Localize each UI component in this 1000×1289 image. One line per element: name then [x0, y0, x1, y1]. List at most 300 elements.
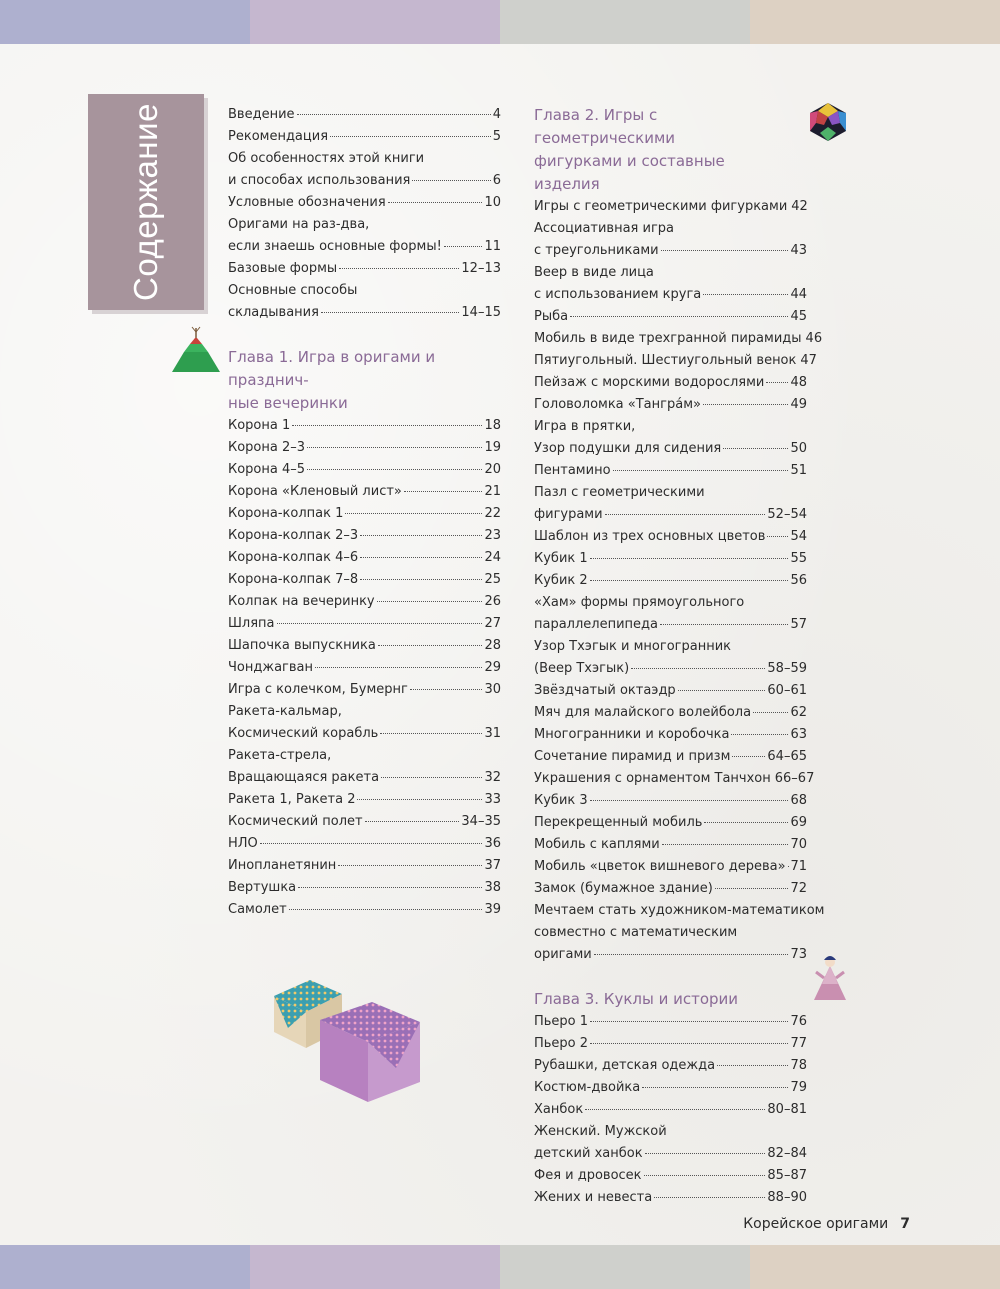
- toc-entry[interactable]: [534, 636, 807, 680]
- toc-page-number: 29: [484, 660, 501, 675]
- toc-entry-title: Вращающаяся ракета: [228, 770, 380, 785]
- toc-entry-title: Пьеро 2: [534, 1036, 589, 1051]
- toc-entry-line: [534, 284, 807, 306]
- toc-entry[interactable]: [228, 481, 501, 503]
- toc-entry[interactable]: [228, 280, 501, 324]
- toc-entry-line: [228, 613, 501, 635]
- dot-leader: [613, 470, 789, 471]
- chapter-title-line: Глава 3. Куклы и истории: [534, 990, 739, 1008]
- toc-entry[interactable]: [534, 1077, 807, 1099]
- toc-entry[interactable]: [534, 1165, 807, 1187]
- dot-leader: [715, 888, 789, 889]
- toc-entry-line: [228, 415, 501, 437]
- strip-segment: [250, 1245, 500, 1289]
- toc-entry-title: Рыба: [534, 309, 569, 324]
- toc-page-number: 58–59: [767, 661, 807, 676]
- toc-entry-title: Игры с геометрическими фигурками: [534, 199, 788, 214]
- toc-entry[interactable]: [228, 855, 501, 877]
- toc-page-number: 10: [484, 195, 501, 210]
- dot-leader: [704, 822, 788, 823]
- dot-leader: [315, 667, 482, 668]
- toc-entry-line: [534, 724, 807, 746]
- toc-entry-line: [534, 614, 807, 636]
- toc-page-number: 54: [790, 529, 807, 544]
- toc-entry-title: Введение: [228, 107, 295, 122]
- toc-entry[interactable]: [228, 437, 501, 459]
- toc-page-number: 14–15: [461, 305, 501, 320]
- toc-entry[interactable]: [228, 591, 501, 613]
- toc-entry-line: [228, 503, 501, 525]
- dot-leader: [339, 268, 459, 269]
- dot-leader: [645, 1153, 766, 1154]
- toc-entry-line: [228, 258, 501, 280]
- toc-entry[interactable]: [534, 592, 807, 636]
- toc-entry-title: Инопланетянин: [228, 858, 337, 873]
- toc-entry-title: Пентамино: [534, 463, 611, 478]
- dot-leader: [410, 689, 483, 690]
- toc-entry[interactable]: [534, 350, 817, 372]
- dot-leader: [357, 799, 482, 800]
- toc-entry-line: [534, 570, 807, 592]
- page-number: 7: [900, 1216, 910, 1232]
- toc-entry-title: с треугольниками: [534, 243, 659, 258]
- toc-entry-title: Корона «Кленовый лист»: [228, 484, 402, 499]
- chapter-2-list: [534, 196, 825, 966]
- toc-entry[interactable]: [228, 877, 501, 899]
- toc-entry-title: Рекомендация: [228, 129, 329, 144]
- toc-entry-line: [534, 350, 817, 372]
- dot-leader: [590, 800, 789, 801]
- contents-title-block: [88, 94, 204, 310]
- toc-entry-line: [228, 789, 501, 811]
- toc-page-number: 71: [790, 859, 807, 874]
- toc-entry[interactable]: [534, 746, 807, 768]
- toc-entry[interactable]: [534, 218, 807, 262]
- toc-entry-title: Мобиль с каплями: [534, 837, 660, 852]
- toc-entry-title: Корона-колпак 2–3: [228, 528, 359, 543]
- toc-page-number: 69: [790, 815, 807, 830]
- toc-entry-title: Базовые формы: [228, 261, 338, 276]
- dot-leader: [404, 491, 483, 492]
- toc-entry[interactable]: [534, 1121, 807, 1165]
- dot-leader: [661, 250, 789, 251]
- dot-leader: [380, 733, 482, 734]
- chapter-title-line: фигурками и составные изделия: [534, 152, 725, 193]
- toc-page-number: 22: [484, 506, 501, 521]
- dot-leader: [307, 469, 482, 470]
- toc-entry-line: [228, 280, 501, 302]
- toc-entry-title: Шаблон из трех основных цветов: [534, 529, 766, 544]
- toc-entry[interactable]: [534, 328, 823, 350]
- toc-entry-title: Игра с колечком, Бумернг: [228, 682, 408, 697]
- dot-leader: [766, 382, 788, 383]
- toc-entry[interactable]: [228, 701, 501, 745]
- dot-leader: [570, 316, 788, 317]
- toc-entry-line: [534, 372, 807, 394]
- dot-leader: [412, 180, 490, 181]
- dot-leader: [631, 668, 765, 669]
- dot-leader: [642, 1087, 788, 1088]
- toc-entry-title: Колпак на вечеринку: [228, 594, 375, 609]
- toc-entry-title: Об особенностях этой книги: [228, 151, 425, 166]
- dot-leader: [378, 645, 483, 646]
- toc-entry-title: детский ханбок: [534, 1146, 643, 1161]
- toc-page-number: 38: [484, 880, 501, 895]
- toc-entry[interactable]: [534, 1099, 807, 1121]
- toc-entry-line: [534, 878, 807, 900]
- toc-entry-line: [534, 306, 807, 328]
- toc-page-number: 36: [484, 836, 501, 851]
- dot-leader: [723, 448, 788, 449]
- toc-entry[interactable]: [228, 525, 501, 547]
- toc-entry-line: [534, 790, 807, 812]
- toc-page-number: 77: [790, 1036, 807, 1051]
- toc-entry[interactable]: [534, 394, 807, 416]
- toc-entry[interactable]: [534, 680, 807, 702]
- toc-entry-line: [534, 1099, 807, 1121]
- toc-page-number: 57: [790, 617, 807, 632]
- toc-entry[interactable]: [228, 104, 501, 126]
- toc-entry-line: [534, 812, 807, 834]
- toc-entry-line: [534, 1055, 807, 1077]
- toc-entry-title: фигурами: [534, 507, 603, 522]
- chapter-3-title: [534, 988, 807, 1011]
- toc-entry[interactable]: [228, 547, 501, 569]
- toc-entry-line: [228, 635, 501, 657]
- toc-entry-line: [534, 526, 807, 548]
- toc-entry-line: [228, 148, 501, 170]
- dot-leader: [260, 843, 483, 844]
- toc-page-number: 6: [492, 173, 501, 188]
- toc-entry[interactable]: [228, 569, 501, 591]
- toc-entry[interactable]: [534, 460, 807, 482]
- toc-entry[interactable]: [534, 416, 807, 460]
- toc-page-number: 43: [790, 243, 807, 258]
- toc-entry[interactable]: [228, 679, 501, 701]
- toc-entry[interactable]: [534, 482, 807, 526]
- toc-page-number: 47: [800, 353, 817, 368]
- dot-leader: [377, 601, 483, 602]
- toc-page-number: 66–67: [774, 771, 815, 786]
- toc-entry-title: Основные способы: [228, 283, 358, 298]
- toc-entry-line: [534, 922, 807, 944]
- toc-entry-title: оригами: [534, 947, 592, 962]
- dot-leader: [703, 294, 788, 295]
- strip-segment: [750, 0, 1000, 44]
- chapter-title-line: ные вечеринки: [228, 394, 348, 412]
- toc-page-number: 79: [790, 1080, 807, 1095]
- toc-page-number: 82–84: [767, 1146, 807, 1161]
- chapter-title-line: Глава 1. Игра в оригами и празднич-: [228, 348, 436, 389]
- toc-entry-line: [228, 657, 501, 679]
- toc-page-number: 28: [484, 638, 501, 653]
- toc-page-number: 63: [790, 727, 807, 742]
- toc-entry-title: Самолет: [228, 902, 287, 917]
- intro-list: [228, 104, 501, 324]
- toc-entry-line: [534, 636, 807, 658]
- strip-segment: [0, 0, 250, 44]
- toc-entry-title: параллелепипеда: [534, 617, 659, 632]
- toc-page-number: 24: [484, 550, 501, 565]
- chapter-1-title: [228, 346, 501, 415]
- toc-entry-title: Пятиугольный. Шестиугольный венок: [534, 353, 797, 368]
- toc-page-number: 32: [484, 770, 501, 785]
- toc-page-number: 72: [790, 881, 807, 896]
- toc-page-number: 26: [484, 594, 501, 609]
- toc-entry-title: Вертушка: [228, 880, 297, 895]
- dot-leader: [277, 623, 483, 624]
- toc-entry-line: [228, 547, 501, 569]
- toc-entry-title: Мечтаем стать художником-математиком: [534, 903, 825, 918]
- toc-entry-line: [228, 833, 501, 855]
- toc-entry[interactable]: [534, 262, 807, 306]
- toc-entry[interactable]: [534, 900, 825, 966]
- toc-entry[interactable]: [534, 724, 807, 746]
- toc-entry[interactable]: [534, 768, 815, 790]
- chapter-2-title: [534, 104, 779, 196]
- dot-leader: [654, 1197, 765, 1198]
- toc-page-number: 31: [484, 726, 501, 741]
- dot-leader: [703, 404, 789, 405]
- dot-leader: [585, 1109, 765, 1110]
- toc-entry-title: Ассоциативная игра: [534, 221, 675, 236]
- toc-entry-title: с использованием круга: [534, 287, 702, 302]
- dot-leader: [767, 536, 788, 537]
- dot-leader: [360, 557, 482, 558]
- toc-entry[interactable]: [534, 834, 807, 856]
- toc-page-number: 44: [790, 287, 807, 302]
- toc-entry-line: [228, 855, 501, 877]
- toc-entry[interactable]: [534, 878, 807, 900]
- toc-entry[interactable]: [228, 657, 501, 679]
- toc-entry[interactable]: [228, 459, 501, 481]
- strip-segment: [250, 0, 500, 44]
- toc-page-number: 30: [484, 682, 501, 697]
- toc-page-number: 27: [484, 616, 501, 631]
- toc-entry-line: [228, 745, 501, 767]
- toc-entry[interactable]: [228, 126, 501, 148]
- dot-leader: [678, 690, 766, 691]
- dot-leader: [644, 1175, 766, 1176]
- toc-entry-title: Кубик 1: [534, 551, 588, 566]
- toc-entry-title: Замок (бумажное здание): [534, 881, 713, 896]
- page-footer: [743, 1216, 910, 1232]
- toc-entry-line: [228, 481, 501, 503]
- top-color-strip: [0, 0, 1000, 44]
- toc-entry-line: [228, 569, 501, 591]
- toc-page-number: 33: [484, 792, 501, 807]
- toc-page-number: 55: [790, 551, 807, 566]
- toc-entry[interactable]: [534, 856, 807, 878]
- toc-entry-line: [534, 460, 807, 482]
- mountain-icon: [170, 326, 222, 376]
- toc-entry[interactable]: [534, 1187, 807, 1209]
- toc-entry[interactable]: [534, 1033, 807, 1055]
- toc-entry[interactable]: [228, 811, 501, 833]
- toc-entry-line: [228, 214, 501, 236]
- toc-page-number: 45: [790, 309, 807, 324]
- toc-entry-title: Корона 1: [228, 418, 291, 433]
- toc-entry[interactable]: [228, 635, 501, 657]
- toc-page-number: 70: [790, 837, 807, 852]
- toc-entry-title: Корона 2–3: [228, 440, 306, 455]
- toc-entry-line: [534, 702, 807, 724]
- toc-page-number: 73: [790, 947, 807, 962]
- toc-entry[interactable]: [228, 613, 501, 635]
- dot-leader: [788, 866, 789, 867]
- toc-entry-line: [228, 679, 501, 701]
- toc-entry-line: [534, 944, 807, 966]
- toc-entry-title: Чонджагван: [228, 660, 313, 675]
- dot-leader: [753, 712, 788, 713]
- toc-entry[interactable]: [228, 745, 501, 789]
- toc-entry-title: Космический корабль: [228, 726, 379, 741]
- toc-entry[interactable]: [534, 812, 807, 834]
- toc-entry[interactable]: [228, 214, 501, 258]
- toc-entry-line: [534, 768, 815, 790]
- toc-page-number: 48: [790, 375, 807, 390]
- dot-leader: [605, 514, 766, 515]
- toc-entry-line: [534, 394, 807, 416]
- toc-entry-line: [534, 1143, 807, 1165]
- toc-entry-line: [228, 236, 501, 258]
- polyhedron-icon: [806, 101, 850, 143]
- bottom-color-strip: [0, 1245, 1000, 1289]
- toc-entry-line: [534, 1165, 807, 1187]
- toc-entry-title: Перекрещенный мобиль: [534, 815, 703, 830]
- toc-page-number: 21: [484, 484, 501, 499]
- toc-entry-title: Оригами на раз-два,: [228, 217, 370, 232]
- toc-entry-line: [228, 126, 501, 148]
- toc-page-number: 60–61: [767, 683, 807, 698]
- dot-leader: [594, 954, 789, 955]
- toc-entry-line: [534, 240, 807, 262]
- toc-entry-line: [228, 767, 501, 789]
- toc-entry[interactable]: [534, 702, 807, 724]
- toc-entry-line: [534, 1121, 807, 1143]
- dot-leader: [662, 844, 789, 845]
- toc-entry-line: [534, 746, 807, 768]
- toc-entry-title: Космический полет: [228, 814, 363, 829]
- toc-page-number: 78: [790, 1058, 807, 1073]
- dot-leader: [307, 447, 482, 448]
- dot-leader: [590, 580, 789, 581]
- dot-leader: [388, 202, 483, 203]
- dot-leader: [298, 887, 482, 888]
- toc-entry[interactable]: [534, 526, 807, 548]
- toc-entry[interactable]: [228, 192, 501, 214]
- toc-page-number: 51: [790, 463, 807, 478]
- dot-leader: [360, 535, 482, 536]
- toc-entry[interactable]: [228, 789, 501, 811]
- toc-entry[interactable]: [534, 1055, 807, 1077]
- toc-entry-title: Мобиль в виде трехгранной пирамиды: [534, 331, 802, 346]
- toc-page-number: 68: [790, 793, 807, 808]
- toc-entry-title: Украшения с орнаментом Танчхон: [534, 771, 771, 786]
- toc-entry-title: складывания: [228, 305, 319, 320]
- toc-entry-line: [534, 548, 807, 570]
- dot-leader: [330, 136, 491, 137]
- toc-entry[interactable]: [534, 196, 807, 218]
- toc-entry-title: Узор Тхэгык и многогранник: [534, 639, 731, 654]
- toc-page-number: 76: [790, 1014, 807, 1029]
- toc-entry-line: [228, 302, 501, 324]
- toc-entry-title: совместно с математическим: [534, 925, 738, 940]
- toc-entry-line: [534, 1187, 807, 1209]
- toc-entry-line: [534, 1011, 807, 1033]
- toc-page-number: 52–54: [767, 507, 807, 522]
- toc-entry[interactable]: [534, 790, 807, 812]
- toc-page-number: 56: [790, 573, 807, 588]
- toc-page-number: 23: [484, 528, 501, 543]
- dot-leader: [365, 821, 460, 822]
- toc-entry-title: Рубашки, детская одежда: [534, 1058, 716, 1073]
- dot-leader: [289, 909, 483, 910]
- chapter-title-line: Глава 2. Игры с геометрическими: [534, 106, 676, 147]
- toc-entry-title: Кубик 3: [534, 793, 588, 808]
- toc-entry-title: Ракета-кальмар,: [228, 704, 342, 719]
- toc-entry-line: [534, 218, 807, 240]
- toc-entry-line: [228, 104, 501, 126]
- toc-page-number: 25: [484, 572, 501, 587]
- toc-page-number: 49: [790, 397, 807, 412]
- toc-entry[interactable]: [534, 570, 807, 592]
- strip-segment: [750, 1245, 1000, 1289]
- toc-page-number: 18: [484, 418, 501, 433]
- toc-entry[interactable]: [534, 306, 807, 328]
- toc-entry-line: [228, 701, 501, 723]
- toc-entry-title: Шапочка выпускника: [228, 638, 376, 653]
- toc-entry-title: (Веер Тхэгык): [534, 661, 630, 676]
- toc-entry[interactable]: [228, 833, 501, 855]
- toc-entry[interactable]: [534, 372, 807, 394]
- toc-entry-title: и способах использования: [228, 173, 411, 188]
- toc-entry[interactable]: [228, 148, 501, 192]
- toc-entry[interactable]: [228, 899, 501, 921]
- toc-page-number: 20: [484, 462, 501, 477]
- toc-entry-line: [228, 811, 501, 833]
- dot-leader: [381, 777, 482, 778]
- toc-entry-title: Корона-колпак 7–8: [228, 572, 359, 587]
- toc-entry[interactable]: [534, 548, 807, 570]
- dot-leader: [444, 246, 483, 247]
- dot-leader: [731, 734, 788, 735]
- dot-leader: [345, 513, 482, 514]
- toc-entry-title: если знаешь основные формы!: [228, 239, 442, 254]
- toc-page-number: 19: [484, 440, 501, 455]
- toc-page-number: 37: [484, 858, 501, 873]
- toc-entry-title: НЛО: [228, 836, 258, 851]
- strip-segment: [500, 1245, 750, 1289]
- toc-page-number: 34–35: [461, 814, 501, 829]
- dot-leader: [292, 425, 482, 426]
- toc-entry-title: Пьеро 1: [534, 1014, 589, 1029]
- toc-entry[interactable]: [228, 258, 501, 280]
- dot-leader: [590, 1043, 788, 1044]
- toc-page-number: 50: [790, 441, 807, 456]
- toc-entry-title: Мяч для малайского волейбола: [534, 705, 752, 720]
- origami-cubes-icon: [268, 972, 424, 1108]
- toc-entry[interactable]: [228, 415, 501, 437]
- toc-entry[interactable]: [534, 1011, 807, 1033]
- toc-entry[interactable]: [228, 503, 501, 525]
- toc-entry-title: Корона-колпак 1: [228, 506, 344, 521]
- toc-entry-title: Веер в виде лица: [534, 265, 654, 280]
- toc-entry-title: Многогранники и коробочка: [534, 727, 730, 742]
- toc-page-number: 80–81: [767, 1102, 807, 1117]
- contents-title: Содержание: [127, 103, 164, 301]
- toc-page-number: 12–13: [461, 261, 501, 276]
